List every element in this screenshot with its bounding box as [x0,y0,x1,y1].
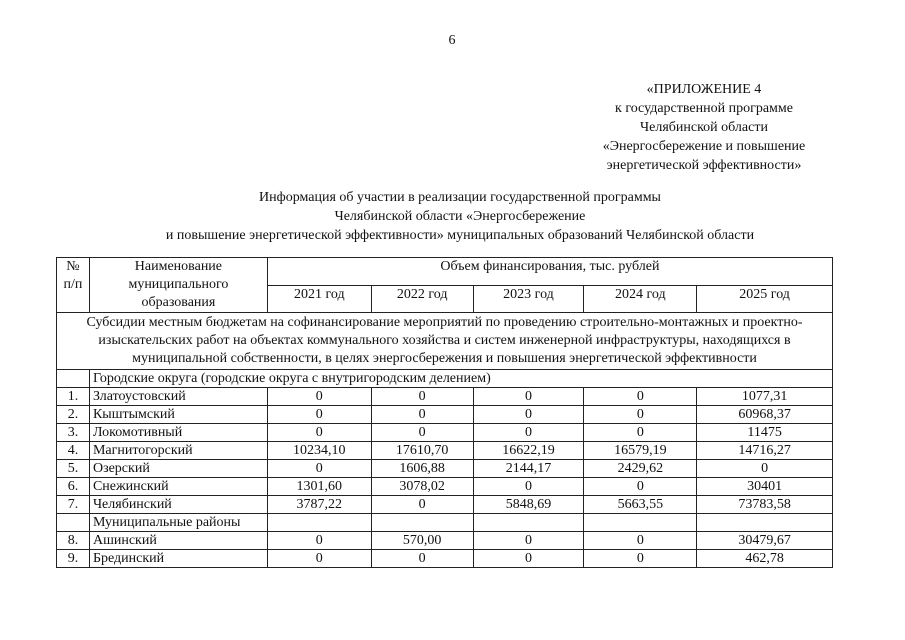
funding-value-cell: 3078,02 [371,478,473,496]
funding-value-cell: 0 [697,460,833,478]
appendix-block [589,80,819,175]
funding-value-cell: 60968,37 [697,406,833,424]
funding-value-cell: 0 [371,424,473,442]
municipality-name-cell: Златоустовский [89,388,267,406]
table-row [57,460,833,478]
appendix-line-5: энергетической эффективности» [606,158,802,173]
header-year: 2025 год [697,285,833,313]
funding-value-cell: 1606,88 [371,460,473,478]
section-title: Субсидии местным бюджетам на софинансирование мероприятий по проведению строительно-монтажных и проектно-изыскательских работ на объектах коммунального хозяйства и систем инженерной инфраструктуры, находящихся в муниципальной собственности, в целях энергосбережения и повышения энергетической эффективности [57,313,833,370]
empty-cell [473,514,584,532]
funding-value-cell: 0 [371,406,473,424]
table-row [57,550,833,568]
funding-value-cell: 14716,27 [697,442,833,460]
funding-value-cell: 0 [584,388,697,406]
table-row [57,406,833,424]
row-number-cell: 7. [57,496,90,514]
funding-value-cell: 30401 [697,478,833,496]
header-year: 2022 год [371,285,473,313]
row-number-cell: 4. [57,442,90,460]
group-urban-title: Городские округа (городские округа с внутригородским делением) [89,370,832,388]
funding-table [56,257,833,568]
municipality-name-cell: Снежинский [89,478,267,496]
appendix-line-2: к государственной программе [615,101,793,116]
funding-value-cell: 0 [473,550,584,568]
empty-cell [267,514,371,532]
row-number-cell: 5. [57,460,90,478]
row-number-cell: 2. [57,406,90,424]
group-districts-title: Муниципальные районы [89,514,267,532]
table-header-row [57,258,833,286]
funding-value-cell: 0 [584,406,697,424]
title-line-1: Информация об участии в реализации государственной программы [259,190,661,205]
group-row [57,514,833,532]
funding-value-cell: 3787,22 [267,496,371,514]
municipality-name-cell: Локомотивный [89,424,267,442]
section-row [57,313,833,370]
municipality-name-cell: Челябинский [89,496,267,514]
funding-value-cell: 0 [473,388,584,406]
title-line-2: Челябинской области «Энергосбережение [334,209,586,224]
table-row [57,496,833,514]
page-number: 6 [448,33,456,48]
row-number-cell: 1. [57,388,90,406]
funding-value-cell: 0 [267,460,371,478]
funding-value-cell: 1077,31 [697,388,833,406]
funding-value-cell: 0 [267,424,371,442]
table-row [57,442,833,460]
funding-value-cell: 0 [267,406,371,424]
funding-value-cell: 30479,67 [697,532,833,550]
funding-value-cell: 0 [584,550,697,568]
funding-value-cell: 16579,19 [584,442,697,460]
funding-value-cell: 0 [473,532,584,550]
header-name: Наименование муниципального образования [89,258,267,313]
funding-value-cell: 0 [267,388,371,406]
appendix-line-4: «Энергосбережение и повышение [602,139,806,154]
funding-value-cell: 0 [584,532,697,550]
appendix-line-3: Челябинской области [640,120,768,135]
funding-value-cell: 5663,55 [584,496,697,514]
empty-cell [697,514,833,532]
header-year: 2024 год [584,285,697,313]
funding-value-cell: 0 [371,550,473,568]
row-number-cell: 9. [57,550,90,568]
funding-value-cell: 0 [584,478,697,496]
funding-value-cell: 570,00 [371,532,473,550]
municipality-name-cell: Магнитогорский [89,442,267,460]
title-line-3: и повышение энергетической эффективности» муниципальных образований Челябинской области [165,228,755,243]
row-number-cell: 8. [57,532,90,550]
funding-value-cell: 5848,69 [473,496,584,514]
funding-value-cell: 0 [473,478,584,496]
header-num: № п/п [57,258,90,313]
empty-cell [584,514,697,532]
funding-value-cell: 2429,62 [584,460,697,478]
municipality-name-cell: Озерский [89,460,267,478]
appendix-line-1: «ПРИЛОЖЕНИЕ 4 [646,82,762,97]
funding-value-cell: 73783,58 [697,496,833,514]
funding-value-cell: 0 [473,424,584,442]
empty-cell [57,514,90,532]
row-number-cell: 6. [57,478,90,496]
header-year: 2023 год [473,285,584,313]
document-title [100,188,820,245]
table-row [57,424,833,442]
group-row [57,370,833,388]
table-row [57,478,833,496]
header-funding: Объем финансирования, тыс. рублей [267,258,832,286]
funding-value-cell: 0 [371,496,473,514]
funding-value-cell: 0 [473,406,584,424]
municipality-name-cell: Ашинский [89,532,267,550]
funding-value-cell: 462,78 [697,550,833,568]
empty-cell [371,514,473,532]
funding-value-cell: 10234,10 [267,442,371,460]
table-row [57,388,833,406]
funding-value-cell: 11475 [697,424,833,442]
funding-value-cell: 17610,70 [371,442,473,460]
municipality-name-cell: Кыштымский [89,406,267,424]
funding-value-cell: 0 [584,424,697,442]
funding-value-cell: 0 [371,388,473,406]
funding-value-cell: 0 [267,532,371,550]
municipality-name-cell: Брединский [89,550,267,568]
funding-value-cell: 1301,60 [267,478,371,496]
table-row [57,532,833,550]
row-number-cell: 3. [57,424,90,442]
funding-value-cell: 16622,19 [473,442,584,460]
header-year: 2021 год [267,285,371,313]
empty-cell [57,370,90,388]
funding-value-cell: 2144,17 [473,460,584,478]
funding-value-cell: 0 [267,550,371,568]
